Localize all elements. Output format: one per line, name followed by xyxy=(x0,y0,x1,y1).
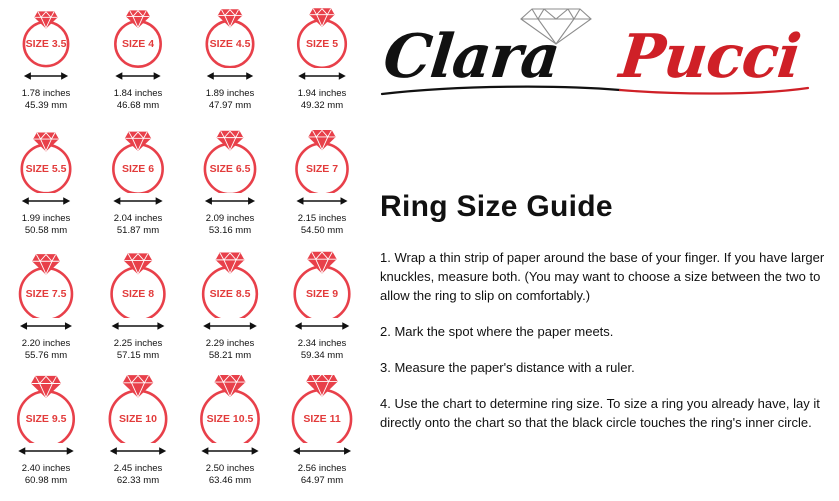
ring-diameter-inches: 1.94 inches xyxy=(297,88,347,99)
ring-diameter-inches: 2.50 inches xyxy=(205,463,255,474)
diameter-arrow xyxy=(0,69,92,85)
ring-illustration xyxy=(0,125,92,193)
ring-size-cell xyxy=(184,250,276,375)
diameter-arrow xyxy=(184,194,276,210)
ring-diameter-mm: 50.58 mm xyxy=(24,224,68,236)
diameter-arrow xyxy=(276,319,368,335)
diameter-arrow xyxy=(276,69,368,85)
ring-size-label: SIZE 8.5 xyxy=(209,288,251,300)
ring-diameter-inches: 1.78 inches xyxy=(21,88,71,99)
ring-illustration xyxy=(92,0,184,68)
ring-measurement xyxy=(184,338,276,361)
diameter-arrow xyxy=(92,69,184,85)
ring-diameter-inches: 2.45 inches xyxy=(113,463,163,474)
ring-diameter-mm: 63.46 mm xyxy=(208,474,252,486)
instruction-steps xyxy=(380,248,830,432)
ring-diameter-inches: 1.89 inches xyxy=(205,88,255,99)
ring-diameter-mm: 60.98 mm xyxy=(24,474,68,486)
ring-illustration xyxy=(184,250,276,318)
diameter-arrow xyxy=(92,194,184,210)
ring-measurement xyxy=(276,88,368,111)
ring-measurement xyxy=(276,213,368,236)
ring-size-cell xyxy=(276,0,368,125)
ring-illustration xyxy=(184,375,276,443)
ring-size-label: SIZE 5.5 xyxy=(25,163,67,175)
diameter-arrow xyxy=(276,444,368,460)
ring-diameter-mm: 62.33 mm xyxy=(116,474,160,486)
instruction-step: 4. Use the chart to determine ring size. To size a ring you already have, lay it directly onto the chart so that the black circle touches the ring's inner circle. xyxy=(380,396,820,430)
ring-size-cell xyxy=(0,375,92,500)
ring-diameter-inches: 2.56 inches xyxy=(297,463,347,474)
diameter-arrow xyxy=(0,444,92,460)
ring-measurement xyxy=(0,213,92,236)
ring-diameter-mm: 53.16 mm xyxy=(208,224,252,236)
ring-size-cell xyxy=(184,375,276,500)
ring-size-cell xyxy=(92,250,184,375)
ring-illustration xyxy=(92,375,184,443)
ring-illustration xyxy=(0,0,92,68)
ring-diameter-mm: 59.34 mm xyxy=(300,349,344,361)
ring-diameter-mm: 47.97 mm xyxy=(208,99,252,111)
ring-diameter-inches: 2.25 inches xyxy=(113,338,163,349)
diameter-arrow xyxy=(276,194,368,210)
diameter-arrow xyxy=(184,69,276,85)
ring-size-cell xyxy=(184,0,276,125)
ring-diameter-inches: 2.20 inches xyxy=(21,338,71,349)
ring-size-cell xyxy=(92,125,184,250)
instruction-step: 3. Measure the paper's distance with a ruler. xyxy=(380,360,635,375)
instruction-step: 2. Mark the spot where the paper meets. xyxy=(380,324,614,339)
ring-diameter-mm: 45.39 mm xyxy=(24,99,68,111)
ring-size-cell xyxy=(276,250,368,375)
ring-size-cell xyxy=(0,125,92,250)
diameter-arrow xyxy=(184,444,276,460)
right-column xyxy=(372,0,839,501)
ring-size-cell xyxy=(276,375,368,500)
ring-measurement xyxy=(92,463,184,486)
ring-size-label: SIZE 10.5 xyxy=(206,413,254,425)
ring-measurement xyxy=(184,463,276,486)
ring-size-cell xyxy=(184,125,276,250)
ring-illustration xyxy=(0,375,92,443)
ring-illustration xyxy=(184,125,276,193)
ring-size-label: SIZE 7.5 xyxy=(25,288,67,300)
page-title: Ring Size Guide xyxy=(380,190,613,223)
ring-size-label: SIZE 4.5 xyxy=(209,38,251,50)
ring-size-label: SIZE 11 xyxy=(303,413,341,425)
ring-size-label: SIZE 10 xyxy=(119,413,157,425)
ring-diameter-inches: 1.84 inches xyxy=(113,88,163,99)
diameter-arrow xyxy=(184,319,276,335)
ring-measurement xyxy=(92,338,184,361)
ring-size-label: SIZE 9 xyxy=(305,288,339,300)
ring-measurement xyxy=(0,463,92,486)
brand-name-first: Clara xyxy=(380,22,563,92)
brand-logo xyxy=(372,4,839,104)
ring-diameter-inches: 2.34 inches xyxy=(297,338,347,349)
ring-illustration xyxy=(276,0,368,68)
diameter-arrow xyxy=(92,444,184,460)
ring-illustration xyxy=(92,250,184,318)
ring-size-cell xyxy=(92,0,184,125)
brand-name-second: Pucci xyxy=(616,22,804,92)
ring-measurement xyxy=(184,213,276,236)
ring-measurement xyxy=(276,463,368,486)
ring-size-label: SIZE 6 xyxy=(121,163,155,175)
ring-measurement xyxy=(184,88,276,111)
ring-size-cell xyxy=(0,250,92,375)
ring-diameter-mm: 55.76 mm xyxy=(24,349,68,361)
ring-diameter-mm: 46.68 mm xyxy=(116,99,160,111)
ring-size-cell xyxy=(276,125,368,250)
ring-size-label: SIZE 3.5 xyxy=(25,38,67,50)
ring-illustration xyxy=(0,250,92,318)
ring-diameter-inches: 2.29 inches xyxy=(205,338,255,349)
logo-swash xyxy=(380,84,810,98)
ring-size-cell xyxy=(0,0,92,125)
ring-size-chart xyxy=(0,0,370,501)
ring-measurement xyxy=(92,213,184,236)
ring-size-label: SIZE 9.5 xyxy=(25,413,67,425)
ring-diameter-inches: 1.99 inches xyxy=(21,213,71,224)
ring-measurement xyxy=(0,88,92,111)
ring-size-label: SIZE 7 xyxy=(305,163,339,175)
ring-diameter-mm: 54.50 mm xyxy=(300,224,344,236)
ring-measurement xyxy=(276,338,368,361)
diameter-arrow xyxy=(0,194,92,210)
instruction-step: 1. Wrap a thin strip of paper around the base of your finger. If you have larger knuckles, measure both. (You may want to choose a size between the two to allow the ring to slip on comfortably.) xyxy=(380,250,825,303)
ring-diameter-mm: 57.15 mm xyxy=(116,349,160,361)
ring-illustration xyxy=(184,0,276,68)
ring-illustration xyxy=(92,125,184,193)
ring-size-cell xyxy=(92,375,184,500)
ring-illustration xyxy=(276,250,368,318)
ring-size-label: SIZE 4 xyxy=(121,38,155,50)
ring-diameter-inches: 2.15 inches xyxy=(297,213,347,224)
ring-size-label: SIZE 6.5 xyxy=(209,163,251,175)
ring-measurement xyxy=(0,338,92,361)
ring-diameter-inches: 2.09 inches xyxy=(205,213,255,224)
diameter-arrow xyxy=(92,319,184,335)
ring-illustration xyxy=(276,125,368,193)
ring-diameter-inches: 2.04 inches xyxy=(113,213,163,224)
ring-size-label: SIZE 5 xyxy=(305,38,339,50)
diameter-arrow xyxy=(0,319,92,335)
ring-diameter-mm: 51.87 mm xyxy=(116,224,160,236)
ring-diameter-mm: 58.21 mm xyxy=(208,349,252,361)
ring-size-label: SIZE 8 xyxy=(121,288,155,300)
ring-measurement xyxy=(92,88,184,111)
ring-diameter-mm: 64.97 mm xyxy=(300,474,344,486)
ring-illustration xyxy=(276,375,368,443)
ring-diameter-mm: 49.32 mm xyxy=(300,99,344,111)
ring-diameter-inches: 2.40 inches xyxy=(21,463,71,474)
